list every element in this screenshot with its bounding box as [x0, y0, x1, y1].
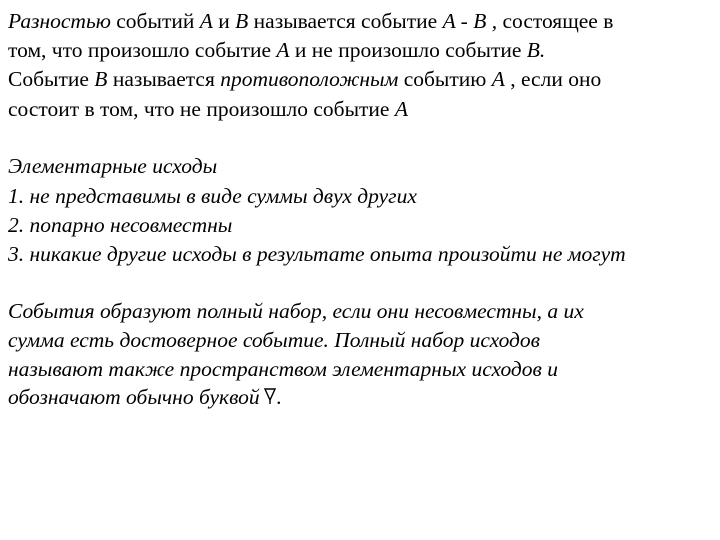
elementary-outcomes-heading: Элементарные исходы — [8, 154, 218, 178]
elementary-property-2: 2. попарно несовместны — [8, 213, 233, 237]
full-set-line-2: сумма есть достоверное событие. Полный набор исходов — [8, 328, 541, 352]
omega-symbol-icon — [264, 388, 276, 405]
elementary-property-3: 3. никакие другие исходы в результате опыта произойти не могут — [8, 242, 626, 266]
opposite-definition-line-2 — [8, 96, 408, 122]
text: называется — [107, 67, 221, 91]
text: состоит в том, что не произошло событие — [8, 97, 395, 121]
text: Событие — [8, 67, 95, 91]
event-a: A — [394, 97, 408, 121]
event-b: B. — [526, 38, 546, 62]
text: называется событие — [248, 9, 443, 33]
term-opposite: противоположным — [220, 67, 399, 91]
event-a: A — [199, 9, 213, 33]
text: , если оно — [504, 67, 602, 91]
difference-definition-line-2 — [8, 37, 545, 63]
text: том, что произошло событие — [8, 38, 277, 62]
event-a: A — [276, 38, 290, 62]
text: и не произошло событие — [289, 38, 527, 62]
event-a: A — [491, 67, 505, 91]
term-difference: Разностью — [8, 9, 111, 33]
full-set-line-1: События образуют полный набор, если они несовместны, а их — [8, 299, 584, 323]
difference-expression: A - B , — [442, 9, 498, 33]
opposite-definition-line-1 — [8, 66, 601, 92]
event-b: B — [94, 67, 108, 91]
text: и — [212, 9, 236, 33]
text: состоящее в — [497, 9, 614, 33]
text: обозначают обычно буквой — [8, 385, 260, 409]
event-b: B — [235, 9, 249, 33]
difference-definition-line-1 — [8, 8, 613, 34]
full-set-line-3: называют также пространством элементарных исходов и — [8, 357, 559, 381]
full-set-line-4 — [8, 384, 282, 410]
text: . — [276, 385, 282, 409]
text: событий — [110, 9, 200, 33]
elementary-property-1: 1. не представимы в виде суммы двух других — [8, 184, 417, 208]
text: событию — [398, 67, 492, 91]
